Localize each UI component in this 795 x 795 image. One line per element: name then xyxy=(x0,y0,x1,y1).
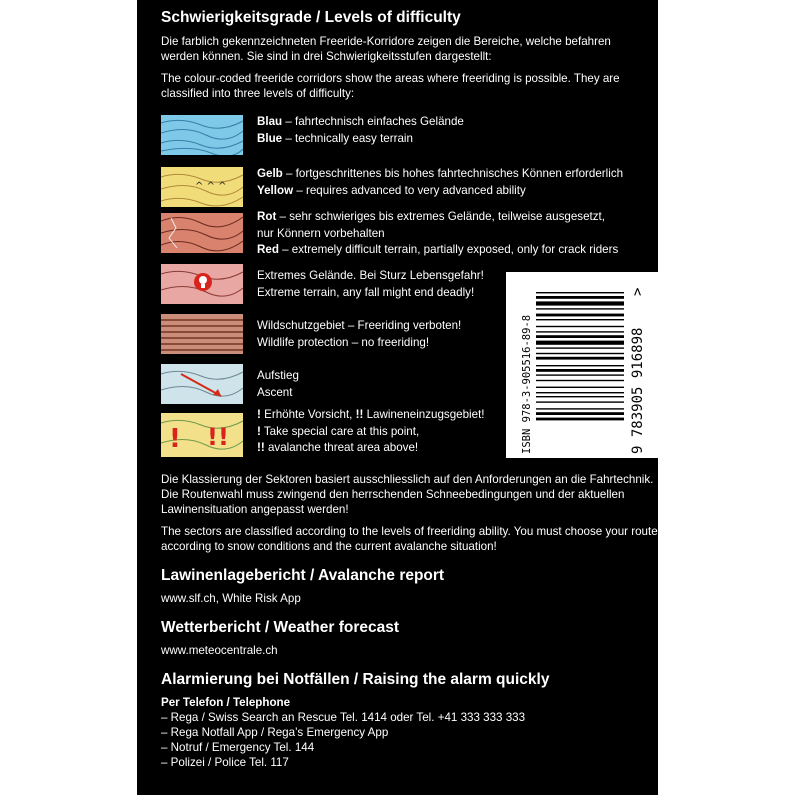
weather-link: www.meteocentrale.ch xyxy=(161,644,278,657)
barcode-bar xyxy=(536,387,624,388)
intro-en-line-2: classified into three levels of difficulty: xyxy=(161,87,355,100)
yellow-terrain-swatch xyxy=(161,167,243,207)
barcode-bar xyxy=(536,341,624,345)
barcode-bar xyxy=(536,319,624,320)
alarm-subheading: Per Telefon / Telephone xyxy=(161,696,291,709)
barcode-bar xyxy=(536,326,624,327)
alarm-item: – Rega / Swiss Search an Rescue Tel. 1414 oder Tel. +41 333 333 333 xyxy=(161,711,526,724)
ascent-arrow-swatch xyxy=(161,364,243,404)
wildlife-zone-swatch xyxy=(161,314,243,354)
classification-de-3: Lawinensituation angepasst werden! xyxy=(161,503,349,516)
barcode-bar xyxy=(536,347,624,348)
legend-yellow-text: Gelb – fortgeschrittenes bis hohes fahrtechnisches Können erforderlich Yellow – requires advanced to very advanced ability xyxy=(257,167,624,197)
alarm-item: – Notruf / Emergency Tel. 144 xyxy=(161,741,315,754)
warning-exclamation-swatch xyxy=(161,413,243,457)
avalanche-link: www.slf.ch, White Risk App xyxy=(161,592,301,605)
isbn-label: ISBN 978-3-905516-89-8 xyxy=(521,314,533,454)
barcode-bar xyxy=(536,369,624,372)
legend-red-text: Rot – sehr schwieriges bis extremes Gelände, teilweise ausgesetzt, nur Könnern vorbehalten Red – extremely difficult terrain, partially exposed, only for crack riders xyxy=(257,210,619,256)
avalanche-heading: Lawinenlagebericht / Avalanche report xyxy=(161,567,445,584)
barcode-graphic xyxy=(506,272,658,458)
alarm-item: – Polizei / Police Tel. 117 xyxy=(161,756,289,769)
isbn-barcode xyxy=(506,272,658,458)
barcode-bar xyxy=(536,374,624,375)
legend-blue-text: Blau – fahrtechnisch einfaches Gelände Blue – technically easy terrain xyxy=(257,115,464,145)
barcode-bar xyxy=(536,396,624,397)
legend-wildlife-text: Wildschutzgebiet – Freeriding verboten! Wildlife protection – no freeriding! xyxy=(257,319,462,349)
barcode-bar xyxy=(536,331,624,332)
alarm-heading: Alarmierung bei Notfällen / Raising the alarm quickly xyxy=(161,671,550,688)
classification-en-1: The sectors are classified according to the levels of freeriding ability. You must choose your route xyxy=(161,525,658,538)
isbn-arrow: > xyxy=(630,287,646,296)
barcode-bar xyxy=(536,335,624,338)
blue-terrain-swatch xyxy=(161,115,243,155)
svg-text:!!: !! xyxy=(207,423,229,451)
barcode-bar xyxy=(536,412,624,415)
barcode-bar xyxy=(536,418,624,421)
barcode-bar xyxy=(536,380,624,381)
barcode-bar xyxy=(536,308,624,309)
svg-text:!: ! xyxy=(169,424,181,454)
barcode-bar xyxy=(536,357,624,360)
classification-en-2: according to snow conditions and the current avalanche situation! xyxy=(161,540,497,553)
barcode-bar xyxy=(536,408,624,409)
red-terrain-swatch xyxy=(161,213,243,253)
intro-de-line-1: Die farblich gekennzeichneten Freeride-Korridore zeigen die Bereiche, welche befahren xyxy=(161,35,611,48)
alarm-item: – Rega Notfall App / Rega’s Emergency App xyxy=(161,726,389,739)
isbn-digits: 9 783905 916898 xyxy=(630,327,646,454)
classification-de-1: Die Klassierung der Sektoren basiert ausschliesslich auf den Anforderungen an die Fahrtechnik. xyxy=(161,473,654,486)
barcode-bars xyxy=(536,292,624,420)
svg-text:^ ^ ^: ^ ^ ^ xyxy=(195,181,227,192)
classification-de-2: Die Routenwahl muss zwingend den herrschenden Schneebedingungen und der aktuellen xyxy=(161,488,625,501)
intro-en-line-1: The colour-coded freeride corridors show the areas where freeriding is possible. They are xyxy=(161,72,620,85)
barcode-bar xyxy=(536,365,624,366)
barcode-bar xyxy=(536,292,624,293)
barcode-bar xyxy=(536,296,624,299)
legend-extreme-text: Extremes Gelände. Bei Sturz Lebensgefahr! Extreme terrain, any fall might end deadly! xyxy=(257,269,484,299)
weather-heading: Wetterbericht / Weather forecast xyxy=(161,619,400,636)
barcode-bar xyxy=(536,401,624,402)
skull-terrain-swatch xyxy=(161,264,243,304)
barcode-bar xyxy=(536,353,624,354)
legend-warning-text: ! Erhöhte Vorsicht, !! Lawineneinzugsgebiet! ! Take special care at this point, !! avalanche threat area above! xyxy=(257,408,485,454)
intro-de-line-2: werden können. Sie sind in drei Schwierigkeitsstufen dargestellt: xyxy=(161,50,492,63)
barcode-bar xyxy=(536,301,624,305)
barcode-bar xyxy=(536,392,624,393)
barcode-bar xyxy=(536,314,624,317)
legend-ascent-text: Aufstieg Ascent xyxy=(257,369,299,399)
difficulty-heading: Schwierigkeitsgrade / Levels of difficulty xyxy=(161,9,461,26)
